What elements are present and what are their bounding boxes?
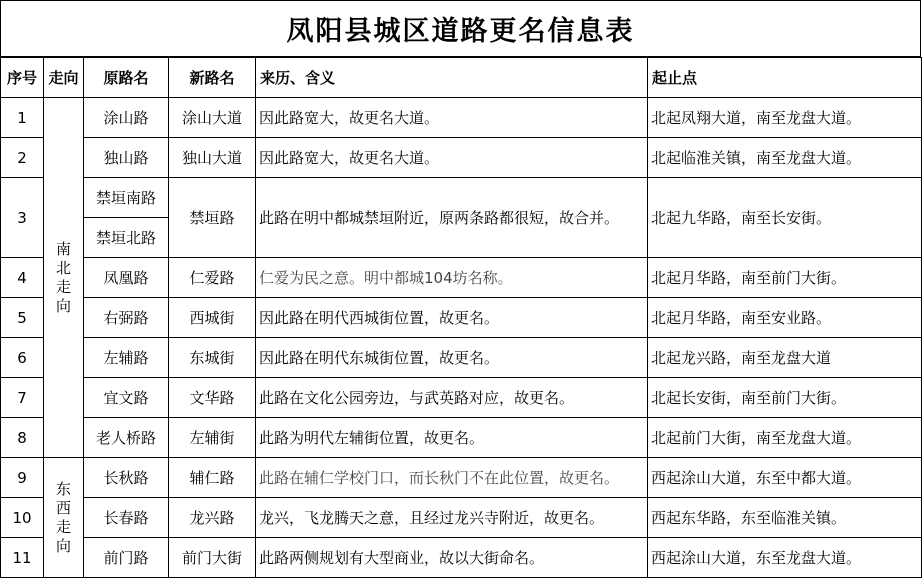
table-row [1,178,922,218]
cell-new-name: 左辅街 [169,418,256,458]
table-row [1,498,922,538]
cell-new-name: 文华路 [169,378,256,418]
cell-range: 北起凤翔大道，南至龙盘大道。 [648,98,922,138]
table-row [1,338,922,378]
cell-no: 2 [1,138,44,178]
table-row [1,378,922,418]
cell-origin: 此路在文化公园旁边，与武英路对应，故更名。 [256,378,648,418]
cell-new-name: 前门大街 [169,538,256,578]
direction-label: 南北走向 [55,239,71,315]
cell-no: 9 [1,458,44,498]
cell-new-name: 仁爱路 [169,258,256,298]
table-row [1,538,922,578]
cell-origin: 此路在辅仁学校门口，而长秋门不在此位置，故更名。 [256,458,648,498]
cell-no: 7 [1,378,44,418]
direction-label: 东西走向 [55,479,71,555]
cell-old-name: 老人桥路 [84,418,169,458]
cell-range: 西起涂山大道，东至中都大道。 [648,458,922,498]
cell-old-name-2: 禁垣北路 [84,218,169,258]
cell-range: 北起临淮关镇，南至龙盘大道。 [648,138,922,178]
cell-old-name: 长春路 [84,498,169,538]
table-row [1,138,922,178]
cell-no: 6 [1,338,44,378]
cell-old-name: 前门路 [84,538,169,578]
cell-new-name: 辅仁路 [169,458,256,498]
title-row [0,0,921,57]
cell-new-name: 西城街 [169,298,256,338]
cell-new-name: 禁垣路 [169,178,256,258]
cell-range: 北起长安街，南至前门大街。 [648,378,922,418]
cell-direction-ew [44,458,84,578]
cell-range: 北起龙兴路，南至龙盘大道 [648,338,922,378]
header-row [1,58,922,98]
table-row [1,418,922,458]
cell-no: 10 [1,498,44,538]
cell-old-name: 禁垣南路 [84,178,169,218]
cell-origin: 龙兴，飞龙腾天之意，且经过龙兴寺附近，故更名。 [256,498,648,538]
cell-origin: 此路两侧规划有大型商业，故以大街命名。 [256,538,648,578]
table-row [1,298,922,338]
cell-new-name: 涂山大道 [169,98,256,138]
cell-old-name: 宜文路 [84,378,169,418]
table-row [1,258,922,298]
cell-new-name: 东城街 [169,338,256,378]
header-new-name: 新路名 [169,58,256,98]
cell-range: 北起前门大街，南至龙盘大道。 [648,418,922,458]
header-origin: 来历、含义 [256,58,648,98]
cell-origin: 因此路在明代东城街位置，故更名。 [256,338,648,378]
cell-range: 西起东华路，东至临淮关镇。 [648,498,922,538]
cell-old-name: 独山路 [84,138,169,178]
cell-origin: 仁爱为民之意。明中都城104坊名称。 [256,258,648,298]
cell-range: 北起月华路，南至前门大街。 [648,258,922,298]
header-old-name: 原路名 [84,58,169,98]
rename-table [0,57,922,578]
cell-new-name: 独山大道 [169,138,256,178]
cell-old-name: 左辅路 [84,338,169,378]
cell-old-name: 右弼路 [84,298,169,338]
cell-origin: 此路在明中都城禁垣附近，原两条路都很短，故合并。 [256,178,648,258]
page-title: 凤阳县城区道路更名信息表 [286,16,635,47]
cell-origin: 因此路宽大，故更名大道。 [256,138,648,178]
cell-range: 北起月华路，南至安业路。 [648,298,922,338]
header-range: 起止点 [648,58,922,98]
cell-no: 1 [1,98,44,138]
cell-no: 11 [1,538,44,578]
cell-origin: 此路为明代左辅街位置，故更名。 [256,418,648,458]
cell-no: 8 [1,418,44,458]
cell-old-name: 涂山路 [84,98,169,138]
table-row [1,98,922,138]
table-row [1,458,922,498]
cell-no: 4 [1,258,44,298]
cell-old-name: 凤凰路 [84,258,169,298]
cell-new-name: 龙兴路 [169,498,256,538]
cell-range: 西起涂山大道，东至龙盘大道。 [648,538,922,578]
cell-old-name: 长秋路 [84,458,169,498]
header-no: 序号 [1,58,44,98]
cell-origin: 因此路宽大，故更名大道。 [256,98,648,138]
cell-range: 北起九华路，南至长安街。 [648,178,922,258]
cell-origin: 因此路在明代西城街位置，故更名。 [256,298,648,338]
cell-no: 5 [1,298,44,338]
cell-no: 3 [1,178,44,258]
cell-direction-ns [44,98,84,458]
header-direction: 走向 [44,58,84,98]
